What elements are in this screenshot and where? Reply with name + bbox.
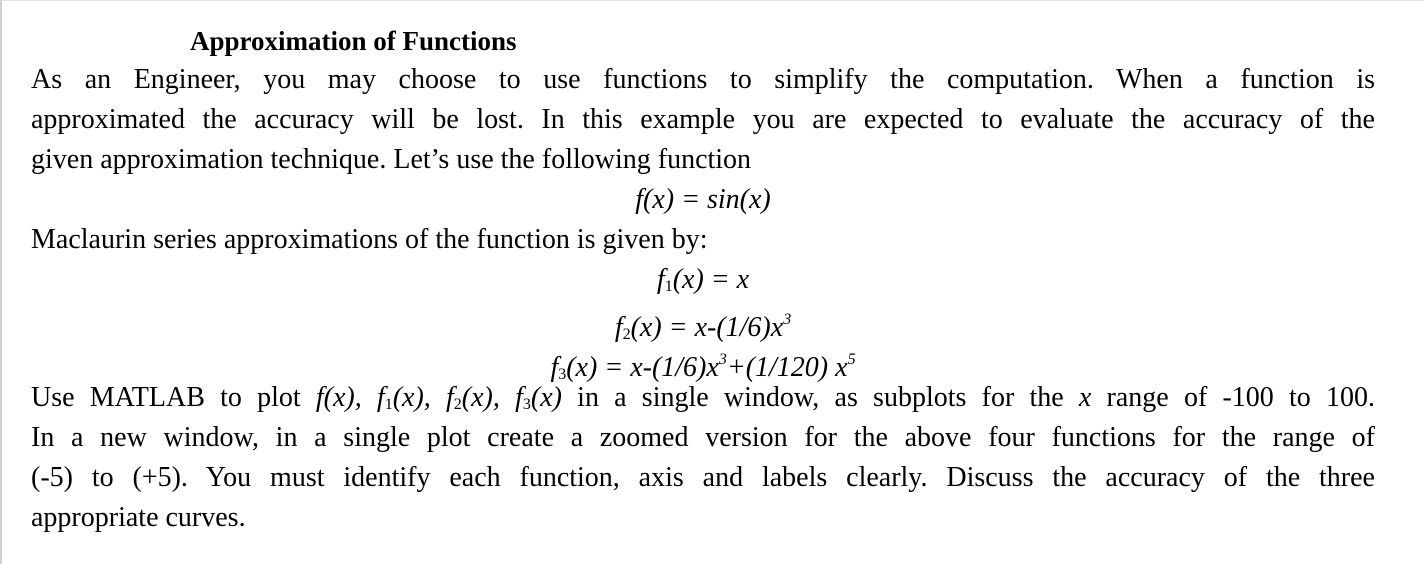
task-line-1-b: in a single window, as subplots for the [561,382,1079,413]
task-line-1-s2: 2 [453,396,462,413]
document-title: Approximation of Functions [190,26,517,56]
task-line-1-a: Use MATLAB to plot [31,382,316,413]
task-line-1 [31,379,1375,424]
f1-rhs: = x [703,264,750,295]
equation-f: f(x) = sin(x) [635,184,771,215]
task-line-1-x: x [1078,382,1092,413]
task-line-4: appropriate curves. [31,502,246,533]
f1-lhs-b: (x) [672,264,704,295]
f2-lhs-sub: 2 [622,326,631,343]
f1-lhs-a: f [656,264,665,295]
f3-rhs-a: = x-(1/6)x [597,352,719,383]
f2-lhs-b: (x) [630,312,662,343]
f2-rhs-sup: 3 [783,311,792,328]
equation-f1 [31,261,1375,306]
f2-rhs-a: = x-(1/6)x [661,312,784,343]
f3-lhs-b: (x) [566,352,598,383]
f3-rhs-sup1: 3 [718,351,727,368]
task-line-1-s3: 3 [522,396,531,413]
f1-lhs-sub: 1 [664,278,673,295]
task-line-3: (-5) to (+5). You must identify each function, axis and labels clearly. Discuss the accuracy of the three [31,462,1375,493]
task-line-1-s1: 1 [384,396,393,413]
f3-lhs-a: f [550,352,559,383]
f3-rhs-sup2: 5 [847,351,856,368]
task-line-1-f1b: (x), f [392,382,454,413]
intro-line-2: approximated the accuracy will be lost. In this example you are expected to evaluate the accuracy of the [31,104,1375,135]
task-line-1-f: f(x), f [315,382,385,413]
intro-line-3: given approximation technique. Let’s use the following function [31,144,752,175]
intro-line-1: As an Engineer, you may choose to use functions to simplify the computation. When a function is [31,64,1375,95]
maclaurin-intro: Maclaurin series approximations of the function is given by: [31,224,708,255]
f3-rhs-b: +(1/120) x [726,352,848,383]
f2-lhs-a: f [614,312,623,343]
task-line-1-c: range of -100 to 100. [1091,382,1376,413]
task-line-1-f3b: (x) [530,382,562,413]
task-line-1-f2b: (x), f [461,382,523,413]
f3-lhs-sub: 3 [558,366,567,383]
task-line-2: In a new window, in a single plot create a zoomed version for the above four functions for the range of [31,422,1375,453]
